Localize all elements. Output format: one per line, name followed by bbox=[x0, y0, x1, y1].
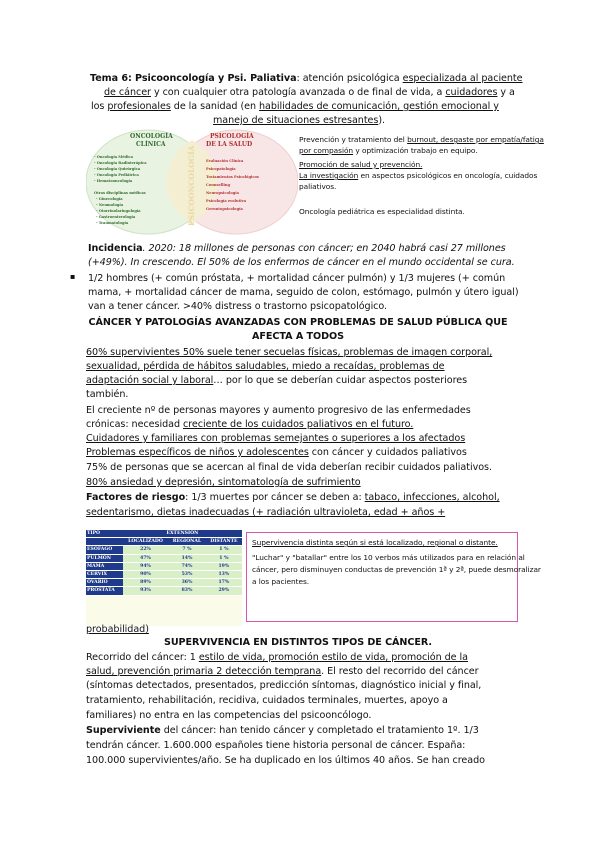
title-line-4: manejo de situaciones estresantes). bbox=[213, 115, 386, 126]
table-col-header: DISTANTE bbox=[206, 538, 242, 546]
table-row: ESÓFAGO 22% 7 % 1 % bbox=[86, 546, 242, 554]
body1-line: Problemas específicos de niños y adolescentes con cáncer y cuidados paliativos bbox=[86, 447, 467, 458]
body1-line: 75% de personas que se acercan al final de vida deberían recibir cuidados paliativos. bbox=[86, 462, 492, 473]
table-row: PULMÓN 47% 14% 1 % bbox=[86, 554, 242, 562]
box-line-2: "Luchar" y "batallar" entre los 10 verbos más utilizados para en relación al bbox=[252, 553, 525, 562]
venn-right-title-2: DE LA SALUD bbox=[206, 141, 253, 148]
table-row: PRÓSTATA 93% 83% 29% bbox=[86, 587, 242, 595]
body1-line: sexualidad, pérdida de hábitos saludables, miedo a recaídas, problemas de bbox=[86, 361, 445, 372]
side-note-3: Promoción de salud y prevención. bbox=[299, 160, 423, 169]
venn-left-title-1: ONCOLOGÍA bbox=[130, 133, 173, 140]
survival-note-box bbox=[246, 532, 541, 622]
side-note-6: Oncología pediátrica es especialidad distinta. bbox=[299, 207, 465, 216]
venn-left-title-2: CLÍNICA bbox=[136, 141, 166, 148]
venn-left-item: - Oncología Pediátrica bbox=[94, 173, 139, 177]
bullet-line-1: 1/2 hombres (+ común próstata, + mortalidad cáncer pulmón) y 1/3 mujeres (+ común bbox=[88, 273, 506, 284]
table-row: CÉRVIX 90% 53% 13% bbox=[86, 570, 242, 578]
side-note-4: La investigación en aspectos psicológicos en oncología, cuidados bbox=[299, 171, 538, 180]
venn-right-item: Tratamientos Psicológicos bbox=[206, 175, 259, 179]
venn-left-item: - Oncología Quirúrgica bbox=[94, 167, 141, 171]
body1-line: Factores de riesgo: 1/3 muertes por cáncer se deben a: tabaco, infecciones, alcohol, bbox=[86, 492, 500, 503]
venn-left-item: - Oncología Radioterápica bbox=[94, 161, 147, 165]
body1-line: también. bbox=[86, 389, 129, 400]
body2-line: Superviviente del cáncer: han tenido cáncer y completado el tratamiento 1º. 1/3 bbox=[86, 725, 479, 736]
venn-left-other: - Otorrinolaringología bbox=[96, 209, 141, 213]
venn-left-other-title: Otras disciplinas médicas bbox=[94, 191, 146, 195]
table-row: MAMA 94% 74% 19% bbox=[86, 562, 242, 570]
body2-line: familiares) no entra en las competencias del psicooncólogo. bbox=[86, 710, 372, 721]
venn-right-item: Psicología evolutiva bbox=[206, 199, 247, 203]
side-note-5: paliativos. bbox=[299, 182, 337, 191]
venn-right-item: Evaluación Clínica bbox=[206, 159, 244, 163]
venn-left-item: - Oncología Médica bbox=[94, 155, 133, 159]
side-note-2: por compasión y optimización trabajo en equipo. bbox=[299, 146, 478, 155]
body2-line: Recorrido del cáncer: 1 estilo de vida, promoción estilo de vida, promoción de la bbox=[86, 652, 468, 663]
venn-right-item: Psicopatología bbox=[206, 167, 236, 171]
venn-left-other: - Ginecología bbox=[96, 197, 123, 201]
bullet-marker: ▪ bbox=[70, 272, 76, 281]
venn-left-other: - Neumología bbox=[96, 203, 124, 207]
table-col-header: LOCALIZADO bbox=[123, 538, 168, 546]
incidencia-line-2: (+49%). In crescendo. El 50% de los enfermos de cáncer en el mundo occidental se cura. bbox=[88, 257, 515, 268]
bullet-line-3: van a tener cáncer. >40% distress o trastorno psicopatológico. bbox=[88, 301, 388, 312]
box-line-3: cáncer, pero disminuyen conductas de prevención 1ª y 2ª, puede desmoralizar bbox=[252, 565, 541, 574]
body2-line: salud, prevención primaria 2 detección temprana. El resto del recorrido del cáncer bbox=[86, 666, 479, 677]
body1-line: Cuidadores y familiares con problemas semejantes o superiores a los afectados bbox=[86, 433, 466, 444]
table-header-row bbox=[86, 530, 242, 538]
section-heading-2: SUPERVIVENCIA EN DISTINTOS TIPOS DE CÁNCER. bbox=[163, 637, 433, 648]
table-subheader-row bbox=[86, 538, 242, 546]
venn-right-item: Gerontopsicología bbox=[206, 207, 243, 211]
body1-line: crónicas: necesidad creciente de los cuidados paliativos en el futuro. bbox=[86, 419, 414, 430]
side-note-1: Prevención y tratamiento del burnout, desgaste por empatía/fatiga bbox=[299, 135, 544, 144]
title-line-1: Tema 6: Psicooncología y Psi. Paliativa: atención psicológica especializada al paciente bbox=[90, 73, 523, 84]
body2-line: tratamiento, rehabilitación, recidiva, cuidados terminales, muertes, apoyo a bbox=[86, 695, 448, 706]
venn-center-label: PSICOONCOLOGÍA bbox=[187, 145, 196, 226]
incidencia-line-1: Incidencia. 2020: 18 millones de personas con cáncer; en 2040 habrá casi 27 millones bbox=[88, 243, 506, 254]
venn-left-item: - Hematooncología bbox=[94, 179, 133, 183]
venn-right-item: Neuropsicología bbox=[206, 191, 239, 195]
body1-line: adaptación social y laboral… por lo que se deberían cuidar aspectos posteriores bbox=[86, 375, 468, 386]
bullet-line-2: mama, + mortalidad cáncer de mama, seguido de colon, estómago, pulmón y útero igual) bbox=[88, 287, 519, 298]
body2-line: tendrán cáncer. 1.600.000 españoles tiene historia personal de cáncer. España: bbox=[86, 740, 466, 751]
table-header-extension: EXTENSIÓN bbox=[123, 530, 242, 538]
body1-line: El creciente nº de personas mayores y aumento progresivo de las enfermedades bbox=[86, 405, 471, 416]
probabilidad-line: probabilidad) bbox=[86, 624, 149, 635]
psychooncology-venn-diagram bbox=[86, 128, 298, 236]
table-col-header: REGIONAL bbox=[168, 538, 206, 546]
section-heading-1-line-1: CÁNCER Y PATOLOGÍAS AVANZADAS CON PROBLEMAS DE SALUD PÚBLICA QUE bbox=[88, 317, 508, 328]
body1-line: sedentarismo, dietas inadecuadas (+ radiación ultravioleta, edad + años + bbox=[86, 507, 446, 518]
venn-left-other: - Gastroenterología bbox=[96, 215, 136, 219]
table-row: OVARIO 89% 36% 17% bbox=[86, 579, 242, 587]
venn-left-other: - Traumatología bbox=[96, 221, 129, 225]
body1-line: 80% ansiedad y depresión, sintomatología de sufrimiento bbox=[86, 477, 361, 488]
body2-line: (síntomas detectados, presentados, predicción síntomas, diagnóstico inicial y final, bbox=[86, 680, 482, 691]
box-line-1: Supervivencia distinta según si está localizado, regional o distante. bbox=[252, 538, 498, 547]
venn-right-title-1: PSICOLOGÍA bbox=[210, 133, 254, 140]
table-header-tipo: TIPO bbox=[86, 530, 123, 538]
survival-table bbox=[86, 530, 242, 626]
venn-right-item: Counselling bbox=[206, 183, 231, 187]
title-line-2: de cáncer y con cualquier otra patología avanzada o de final de vida, a cuidadores y a bbox=[104, 87, 515, 98]
body2-line: 100.000 supervivientes/año. Se ha duplicado en los últimos 40 años. Se han creado bbox=[86, 755, 485, 766]
section-heading-1-line-2: AFECTA A TODOS bbox=[252, 331, 344, 342]
box-line-4: a los pacientes. bbox=[252, 577, 310, 586]
body1-line: 60% supervivientes 50% suele tener secuelas físicas, problemas de imagen corporal, bbox=[86, 347, 493, 358]
title-line-3: los profesionales de la sanidad (en habilidades de comunicación, gestión emocional y bbox=[91, 101, 499, 112]
